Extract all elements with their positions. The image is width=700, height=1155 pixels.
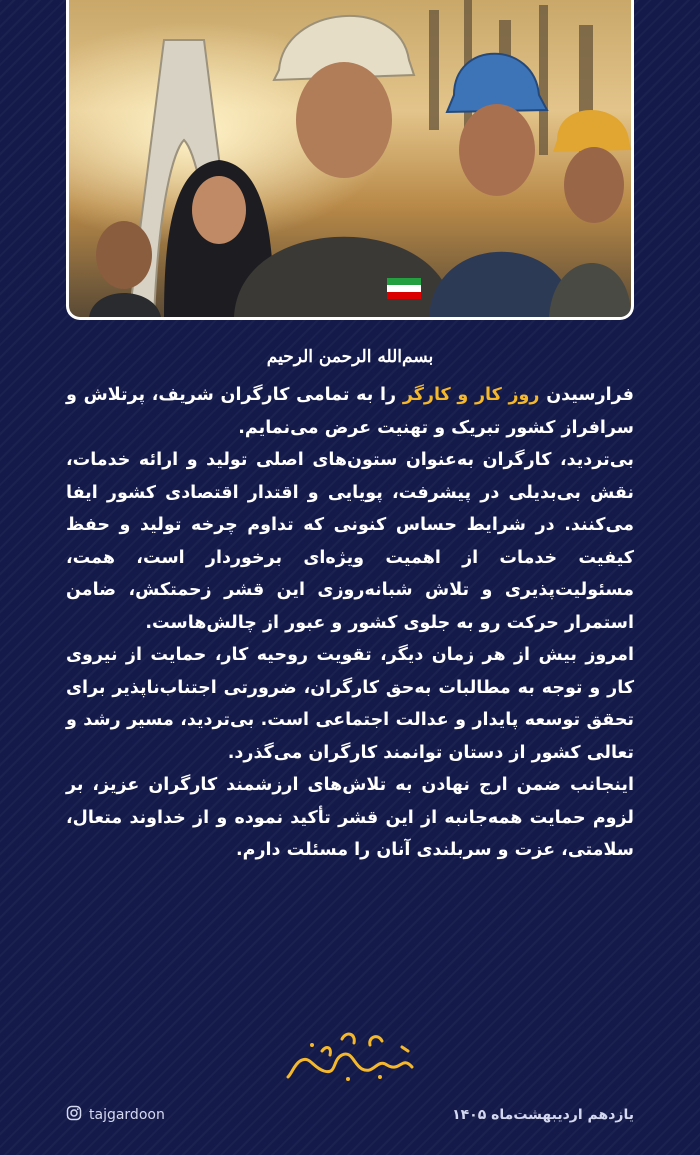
paragraph-4: اینجانب ضمن ارج نهادن به تلاش‌های ارزشمند کارگران عزیز، بر لزوم حمایت همه‌جانبه از این قشر تأکید نموده و از خداوند متعال، سلامتی، عزت و سربلندی آنان را مسئلت دارم. xyxy=(66,775,634,860)
paragraph-1 xyxy=(66,379,634,444)
workers-illustration xyxy=(69,0,631,317)
paragraph-1-rest: را به تمامی کارگران شریف، پرتلاش و سرافراز کشور تبریک و تهنیت عرض می‌نمایم. xyxy=(66,385,634,438)
workers-day-highlight: روز کار و کارگر xyxy=(402,385,540,405)
publish-date: یازدهم اردیبهشت‌ماه ۱۴۰۵ xyxy=(452,1107,634,1123)
instagram-icon xyxy=(66,1105,82,1125)
message-body xyxy=(66,345,634,867)
basmala-heading: بسم‌الله الرحمن الرحیم xyxy=(266,347,434,367)
paragraph-3: امروز بیش از هر زمان دیگر، تقویت روحیه کار، حمایت از نیروی کار و توجه به مطالبات به‌حق کارگران، ضرورتی اجتناب‌ناپذیر برای تحقق توسعه پایدار و عدالت اجتماعی است. بی‌تردید، مسیر رشد و تعالی کشور از دستان توانمند کارگران می‌گذرد. xyxy=(66,645,634,763)
paragraph-1-intro: فرارسیدن xyxy=(539,385,635,405)
signature xyxy=(282,1025,422,1085)
instagram-handle[interactable] xyxy=(66,1104,165,1126)
signature-image xyxy=(282,1025,422,1085)
paragraph-2: بی‌تردید، کارگران به‌عنوان ستون‌های اصلی تولید و ارائه خدمات، نقش بی‌بدیلی در پیشرفت، پویایی و اقتدار اقتصادی کشور ایفا می‌کنند. در شرایط حساس کنونی که تداوم چرخه تولید و حفظ کیفیت خدمات از اهمیت ویژه‌ای برخوردار است، همت، مسئولیت‌پذیری و تلاش شبانه‌روزی این قشر زحمتکش، ضامن استمرار حرکت رو به جلوی کشور و عبور از چالش‌هاست. xyxy=(66,450,634,633)
header-photo xyxy=(66,0,634,320)
instagram-username: tajgardoon xyxy=(89,1107,165,1123)
flag-icon xyxy=(387,278,421,299)
